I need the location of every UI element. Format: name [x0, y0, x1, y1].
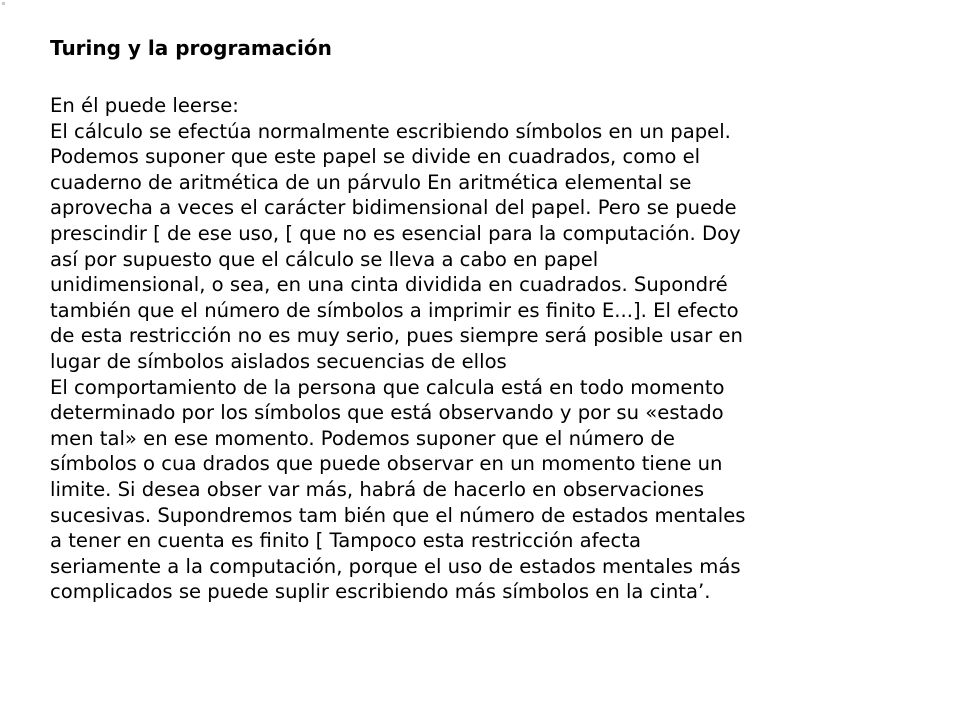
text-line: de esta restricción no es muy serio, pues siempre será posible usar en [50, 324, 743, 348]
text-line: men tal» en ese momento. Podemos suponer que el número de [50, 426, 675, 450]
text-line: En él puede leerse: [50, 94, 239, 117]
text-line: unidimensional, o sea, en una cinta dividida en cuadrados. Supondré [50, 273, 728, 297]
page-title: Turing y la programación [50, 36, 332, 60]
text-line: lugar de símbolos aislados secuencias de ellos [50, 349, 507, 373]
text-line: símbolos o cua drados que puede observar en un momento tiene un [50, 452, 723, 476]
text-line: El comportamiento de la persona que calcula está en todo momento [50, 375, 725, 399]
text-line: seriamente a la computación, porque el uso de estados mentales más [50, 554, 741, 578]
corner-mark [2, 2, 5, 5]
text-line: El cálculo se efectúa normalmente escribiendo símbolos en un papel. [50, 119, 731, 143]
text-line: así por supuesto que el cálculo se lleva a cabo en papel [50, 247, 599, 271]
text-line: sucesivas. Supondremos tam bién que el número de estados mentales [50, 503, 746, 527]
body-text [50, 93, 930, 605]
text-line: también que el número de símbolos a imprimir es finito E...]. El efecto [50, 298, 739, 322]
text-line: limite. Si desea obser var más, habrá de hacerlo en observaciones [50, 477, 705, 501]
text-line: cuaderno de aritmética de un párvulo En aritmética elemental se [50, 170, 692, 194]
text-line: prescindir [ de ese uso, [ que no es esencial para la computación. Doy [50, 221, 741, 245]
text-line: determinado por los símbolos que está observando y por su «estado [50, 401, 724, 425]
text-line: aprovecha a veces el carácter bidimensional del papel. Pero se puede [50, 196, 737, 220]
text-line: complicados se puede suplir escribiendo más símbolos en la cinta’. [50, 580, 711, 604]
text-line: a tener en cuenta es finito [ Tampoco esta restricción afecta [50, 529, 642, 553]
text-line: Podemos suponer que este papel se divide en cuadrados, como el [50, 145, 701, 169]
